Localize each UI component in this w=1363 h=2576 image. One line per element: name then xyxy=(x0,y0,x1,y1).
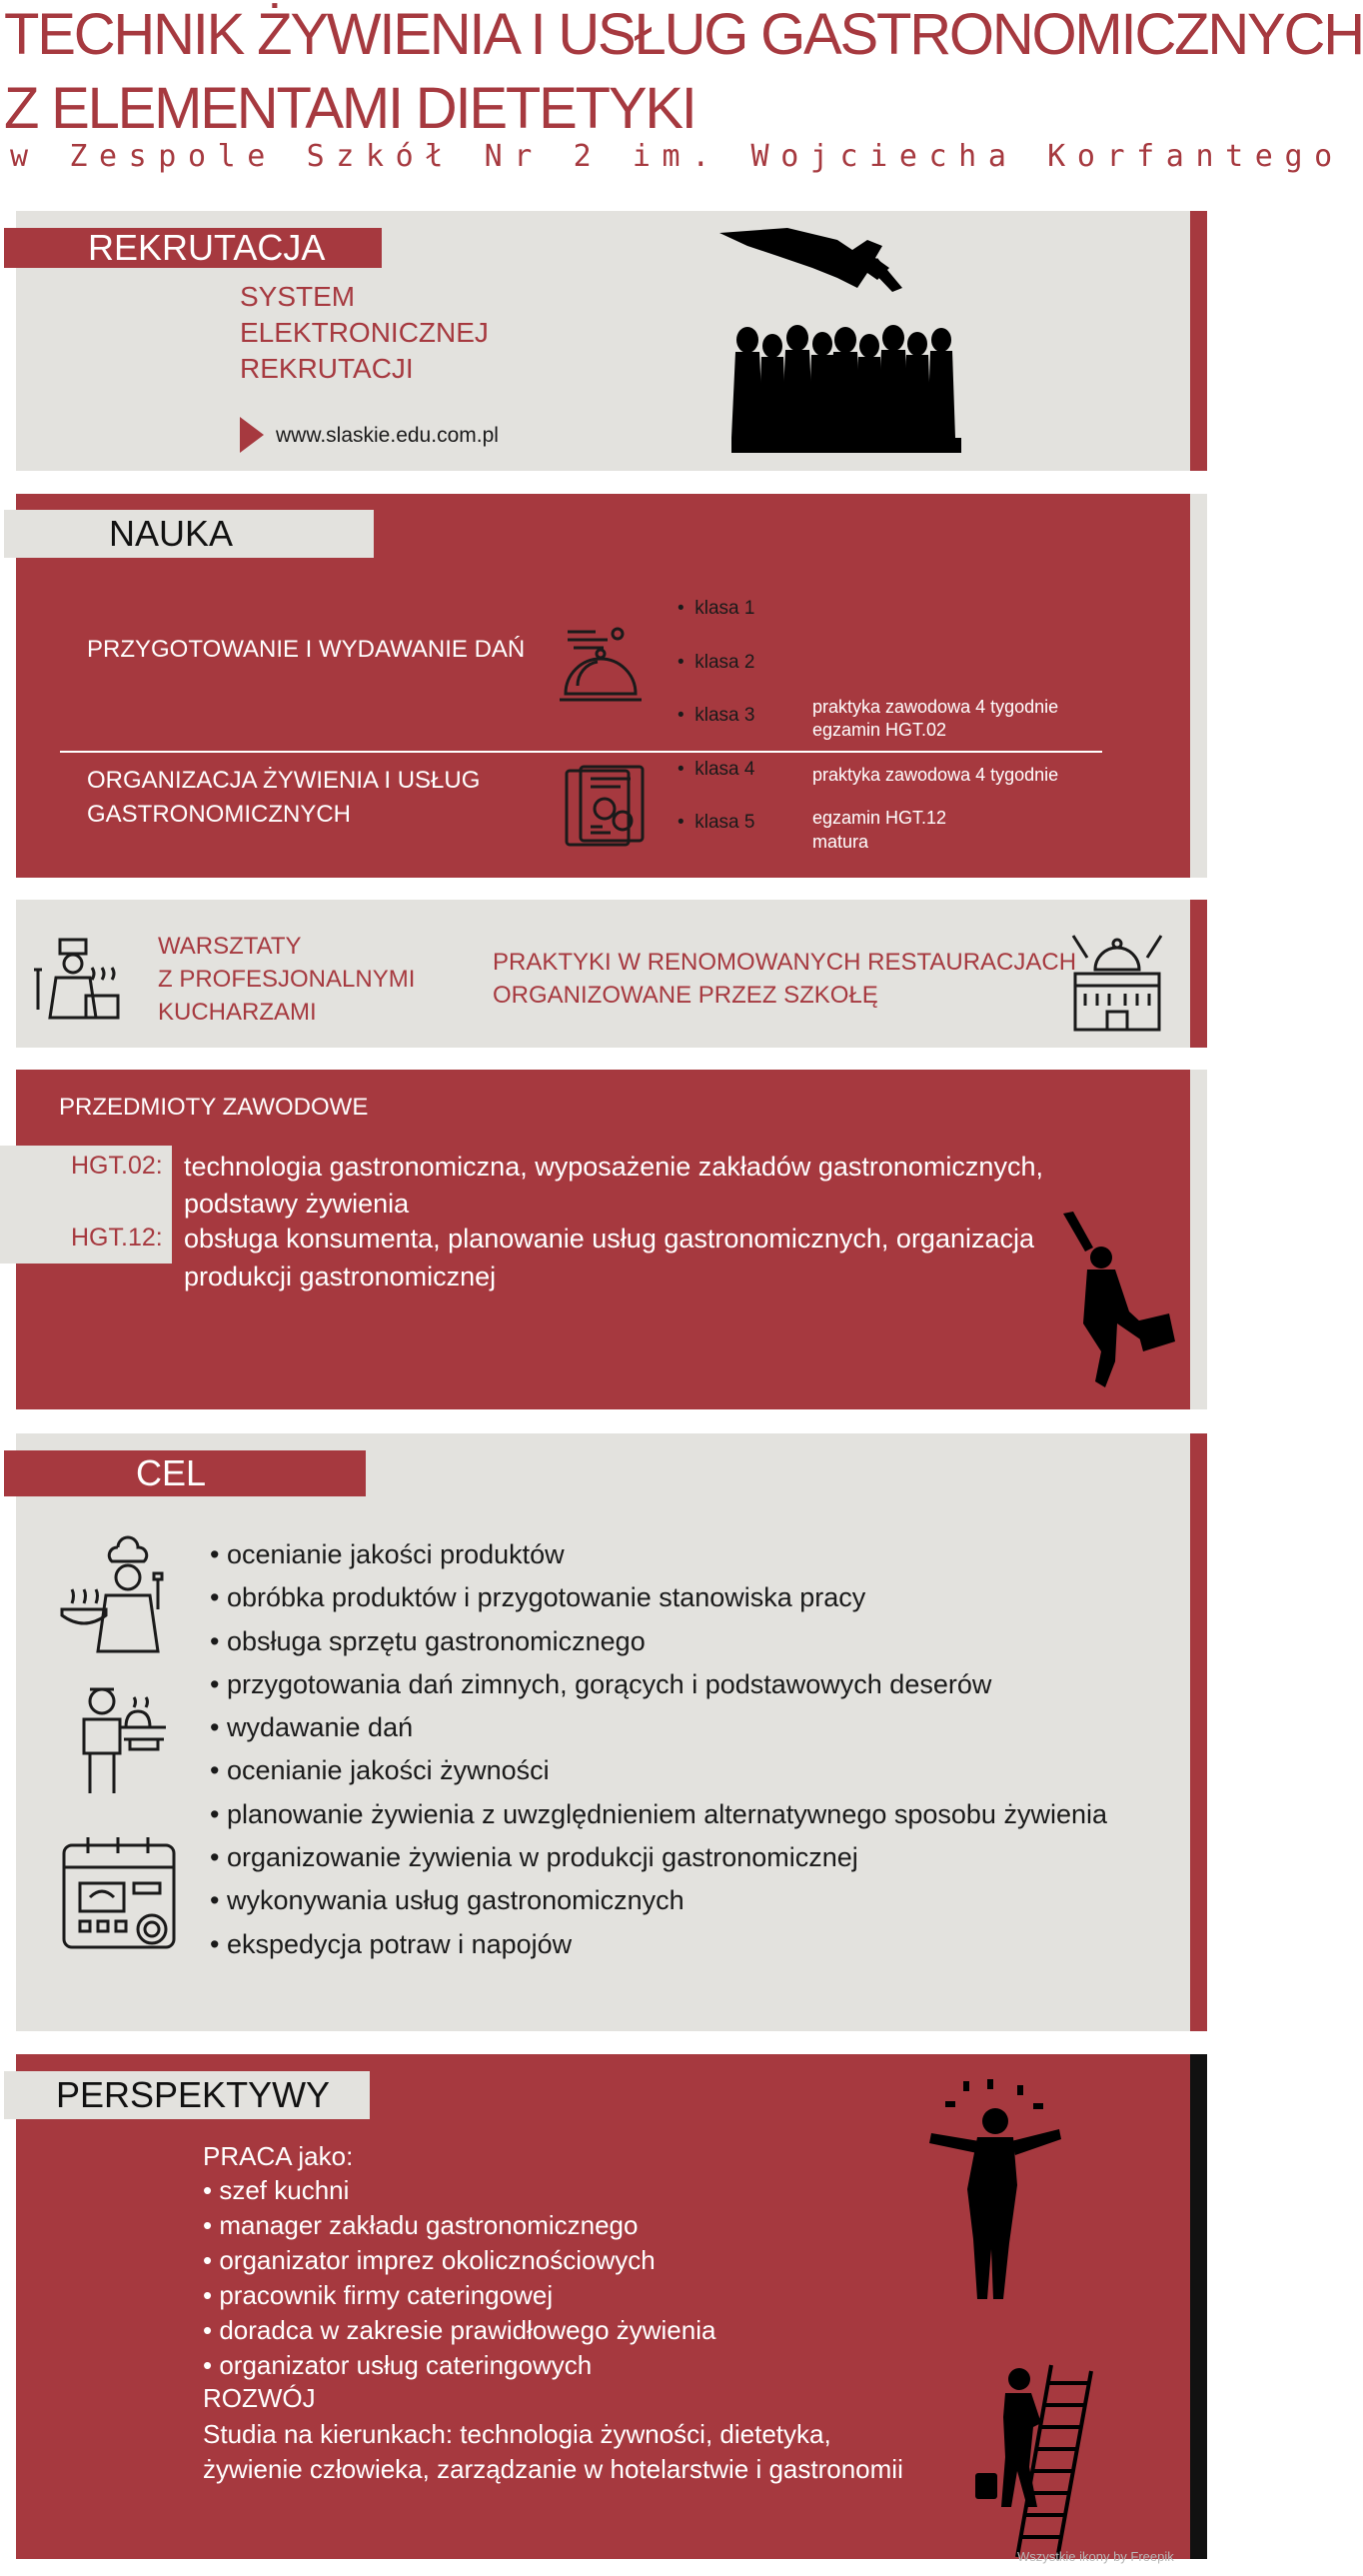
restaurant-icon xyxy=(1067,930,1167,1034)
note-k5-line-1: egzamin HGT.12 xyxy=(812,808,947,828)
cloche-icon xyxy=(556,626,646,710)
class-item: • klasa 5 xyxy=(678,812,755,833)
subtitle: w Zespole Szkół Nr 2 im. Wojciecha Korfantego xyxy=(10,139,1344,174)
class-item: • klasa 1 xyxy=(678,598,755,619)
qualification-2-line-1: ORGANIZACJA ŻYWIENIA I USŁUG xyxy=(87,767,481,794)
rekrutacja-edge-bar xyxy=(1190,211,1207,471)
waiter-tray-icon xyxy=(62,1677,172,1797)
flying-businessman-icon xyxy=(1057,1212,1175,1387)
rozwoj-line-1: Studia na kierunkach: technologia żywności, dietetyka, xyxy=(203,2419,831,2449)
ladder-climber-icon xyxy=(965,2361,1109,2559)
calendar-diet-icon xyxy=(60,1833,178,1951)
praktyki-line-1: PRAKTYKI W RENOMOWANYCH RESTAURACJACH xyxy=(493,949,1077,976)
cel-item: • obróbka produktów i przygotowanie stanowiska pracy xyxy=(210,1582,866,1613)
menu-plan-icon xyxy=(563,765,647,849)
warsztaty-line-2: Z PROFESJONALNYMI xyxy=(158,966,416,993)
rozwoj-heading: ROZWÓJ xyxy=(203,2383,316,2413)
job-item: • szef kuchni xyxy=(203,2175,350,2205)
nauka-divider xyxy=(60,751,1102,753)
crowd-leader-icon xyxy=(717,228,967,453)
cel-heading: CEL xyxy=(4,1450,366,1496)
system-line-1: SYSTEM xyxy=(240,281,356,312)
cel-item: • ekspedycja potraw i napojów xyxy=(210,1928,573,1959)
qualification-2-line-2: GASTRONOMICZNYCH xyxy=(87,801,351,828)
jobs-list xyxy=(203,2173,715,2383)
cel-item: • ocenianie jakości produktów xyxy=(210,1539,565,1569)
qualification-1: PRZYGOTOWANIE I WYDAWANIE DAŃ xyxy=(87,636,526,663)
cel-item: • wydawanie dań xyxy=(210,1712,414,1743)
perspektywy-edge-bar xyxy=(1190,2054,1207,2559)
cel-item: • przygotowania dań zimnych, gorących i podstawowych deserów xyxy=(210,1668,992,1699)
cel-edge-bar xyxy=(1190,1433,1207,2031)
class-item: • klasa 4 xyxy=(678,758,755,780)
arrow-right-icon xyxy=(240,417,264,453)
cel-item: • organizowanie żywienia w produkcji gastronomicznej xyxy=(210,1842,858,1873)
hgt12-label: HGT.12: xyxy=(71,1224,163,1252)
warsztaty-line-1: WARSZTATY xyxy=(158,933,302,960)
rozwoj-line-2: żywienie człowieka, zarządzanie w hotelarstwie i gastronomii xyxy=(203,2454,903,2484)
system-line-2: ELEKTRONICZNEJ xyxy=(240,317,489,348)
nauka-heading: NAUKA xyxy=(4,510,374,558)
chef-cooking-icon xyxy=(30,930,126,1026)
praca-heading: PRACA jako: xyxy=(203,2141,354,2171)
hgt12-line-1: obsługa konsumenta, planowanie usług gastronomicznych, organizacja xyxy=(184,1224,1035,1254)
hgt02-line-2: podstawy żywienia xyxy=(184,1189,410,1219)
cel-item: • ocenianie jakości żywności xyxy=(210,1755,550,1786)
class-list xyxy=(678,598,754,866)
title-line-1: TECHNIK ŻYWIENIA I USŁUG GASTRONOMICZNYCH xyxy=(4,2,1363,67)
praktyki-line-2: ORGANIZOWANE PRZEZ SZKOŁĘ xyxy=(493,982,878,1009)
hgt12-line-2: produkcji gastronomicznej xyxy=(184,1262,497,1291)
system-line-3: REKRUTACJI xyxy=(240,353,414,384)
hgt02-line-1: technologia gastronomiczna, wyposażenie zakładów gastronomicznych, xyxy=(184,1152,1043,1182)
note-k3-line-1: praktyka zawodowa 4 tygodnie xyxy=(812,697,1059,717)
warsztaty-line-3: KUCHARZAMI xyxy=(158,999,317,1026)
hgt02-label: HGT.02: xyxy=(71,1152,163,1180)
icon-credit: Wszystkie ikony by Freepik xyxy=(1017,2549,1174,2564)
cel-item: • planowanie żywienia z uwzględnieniem alternatywnego sposobu żywienia xyxy=(210,1798,1107,1829)
rekrutacja-heading: REKRUTACJA xyxy=(4,228,382,268)
perspektywy-heading: PERSPEKTYWY xyxy=(4,2071,370,2119)
przedmioty-heading: PRZEDMIOTY ZAWODOWE xyxy=(59,1094,369,1121)
job-item: • pracownik firmy cateringowej xyxy=(203,2280,554,2310)
note-k5-line-2: matura xyxy=(812,832,869,852)
recruitment-link[interactable]: www.slaskie.edu.com.pl xyxy=(276,424,499,447)
chef-serving-icon xyxy=(58,1539,178,1655)
nauka-edge-bar xyxy=(1190,494,1207,878)
class-item: • klasa 2 xyxy=(678,651,755,673)
cel-item: • wykonywania usług gastronomicznych xyxy=(210,1885,684,1916)
job-item: • organizator imprez okolicznościowych xyxy=(203,2245,656,2275)
title-line-2: Z ELEMENTAMI DIETETYKI xyxy=(4,76,695,141)
class-item: • klasa 3 xyxy=(678,705,755,726)
job-item: • doradca w zakresie prawidłowego żywienia xyxy=(203,2315,716,2345)
przedmioty-edge-bar xyxy=(1190,1070,1207,1409)
job-item: • organizator usług cateringowych xyxy=(203,2350,593,2380)
cel-list xyxy=(210,1533,1107,1966)
cel-item: • obsługa sprzętu gastronomicznego xyxy=(210,1625,646,1656)
celebrating-man-icon xyxy=(927,2079,1063,2301)
note-k4: praktyka zawodowa 4 tygodnie xyxy=(812,765,1059,785)
warsztaty-edge-bar xyxy=(1190,900,1207,1048)
job-item: • manager zakładu gastronomicznego xyxy=(203,2210,639,2240)
note-k3-line-2: egzamin HGT.02 xyxy=(812,720,947,740)
